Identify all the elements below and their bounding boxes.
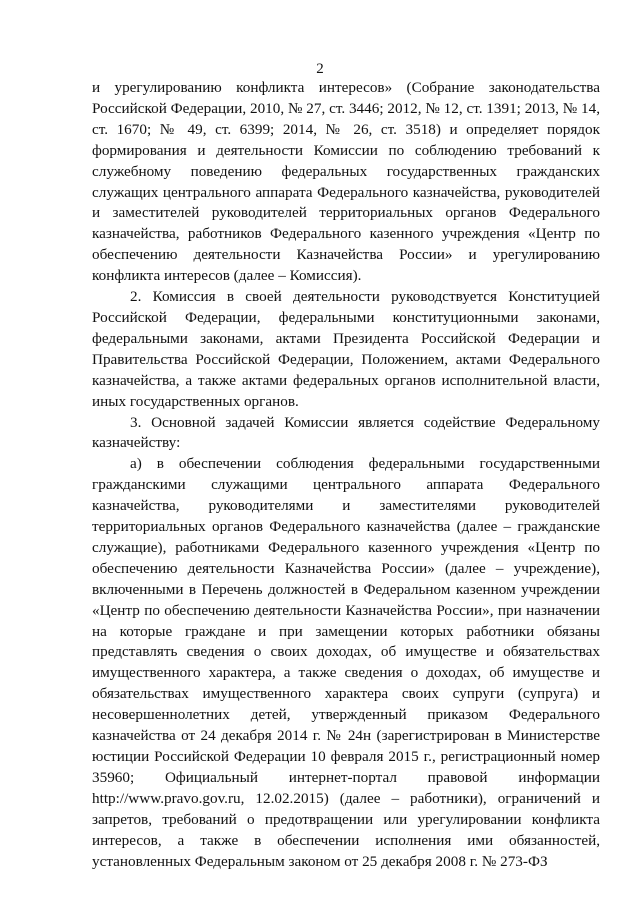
page-number: 2 bbox=[316, 61, 324, 77]
document-body bbox=[92, 78, 600, 872]
paragraph-item-2: 2. Комиссия в своей деятельности руководствуется Конституцией Российской Федерации, федеральными конституционными законами, федеральными законами, актами Президента Российской Федерации и Правительства Российской Федерации, Положением, актами Федерального казначейства, а также актами федеральных органов исполнительной власти, иных государственных органов. bbox=[92, 288, 600, 410]
paragraph-intro-continuation: и урегулированию конфликта интересов» (Собрание законодательства Российской Федерации, 2010, № 27, ст. 3446; 2012, № 12, ст. 1391; 2013, № 14, ст. 1670; № 49, ст. 6399; 2014, № 26, ст. 3518) и определяет порядок формирования и деятельности Комиссии по соблюдению требований к служебному поведению федеральных государственных гражданских служащих центрального аппарата Федерального казначейства, руководителей и заместителей руководителей территориальных органов Федерального казначейства, работников Федерального казенного учреждения «Центр по обеспечению деятельности Казначейства России» и урегулированию конфликта интересов (далее – Комиссия). bbox=[92, 79, 600, 285]
paragraph-item-3: 3. Основной задачей Комиссии является содействие Федеральному казначейству: bbox=[92, 413, 600, 452]
paragraph-item-3a: а) в обеспечении соблюдения федеральными государственными гражданскими служащими центрального аппарата Федерального казначейства, руководителями и заместителями руководителей территориальных органов Федерального казначейства (далее – гражданские служащие), работниками Федерального казенного учреждения «Центр по обеспечению деятельности Казначейства России» (далее – учреждение), включенными в Перечень должностей в Федеральном казенном учреждении «Центр по обеспечению деятельности Казначейства России», при назначении на которые граждане и при замещении которых работники обязаны представлять сведения о своих доходах, об имуществе и обязательствах имущественного характера, а также сведения о доходах, об имуществе и обязательствах имущественного характера своих супруги (супруга) и несовершеннолетних детей, утвержденный приказом Федерального казначейства от 24 декабря 2014 г. № 24н (зарегистрирован в Министерстве юстиции Российской Федерации 10 февраля 2015 г., регистрационный номер 35960; Официальный интернет-портал правовой информации http://www.pravo.gov.ru, 12.02.2015) (далее – работники), ограничений и запретов, требований о предотвращении или урегулировании конфликта интересов, а также в обеспечении исполнения ими обязанностей, установленных Федеральным законом от 25 декабря 2008 г. № 273-ФЗ bbox=[92, 455, 600, 870]
